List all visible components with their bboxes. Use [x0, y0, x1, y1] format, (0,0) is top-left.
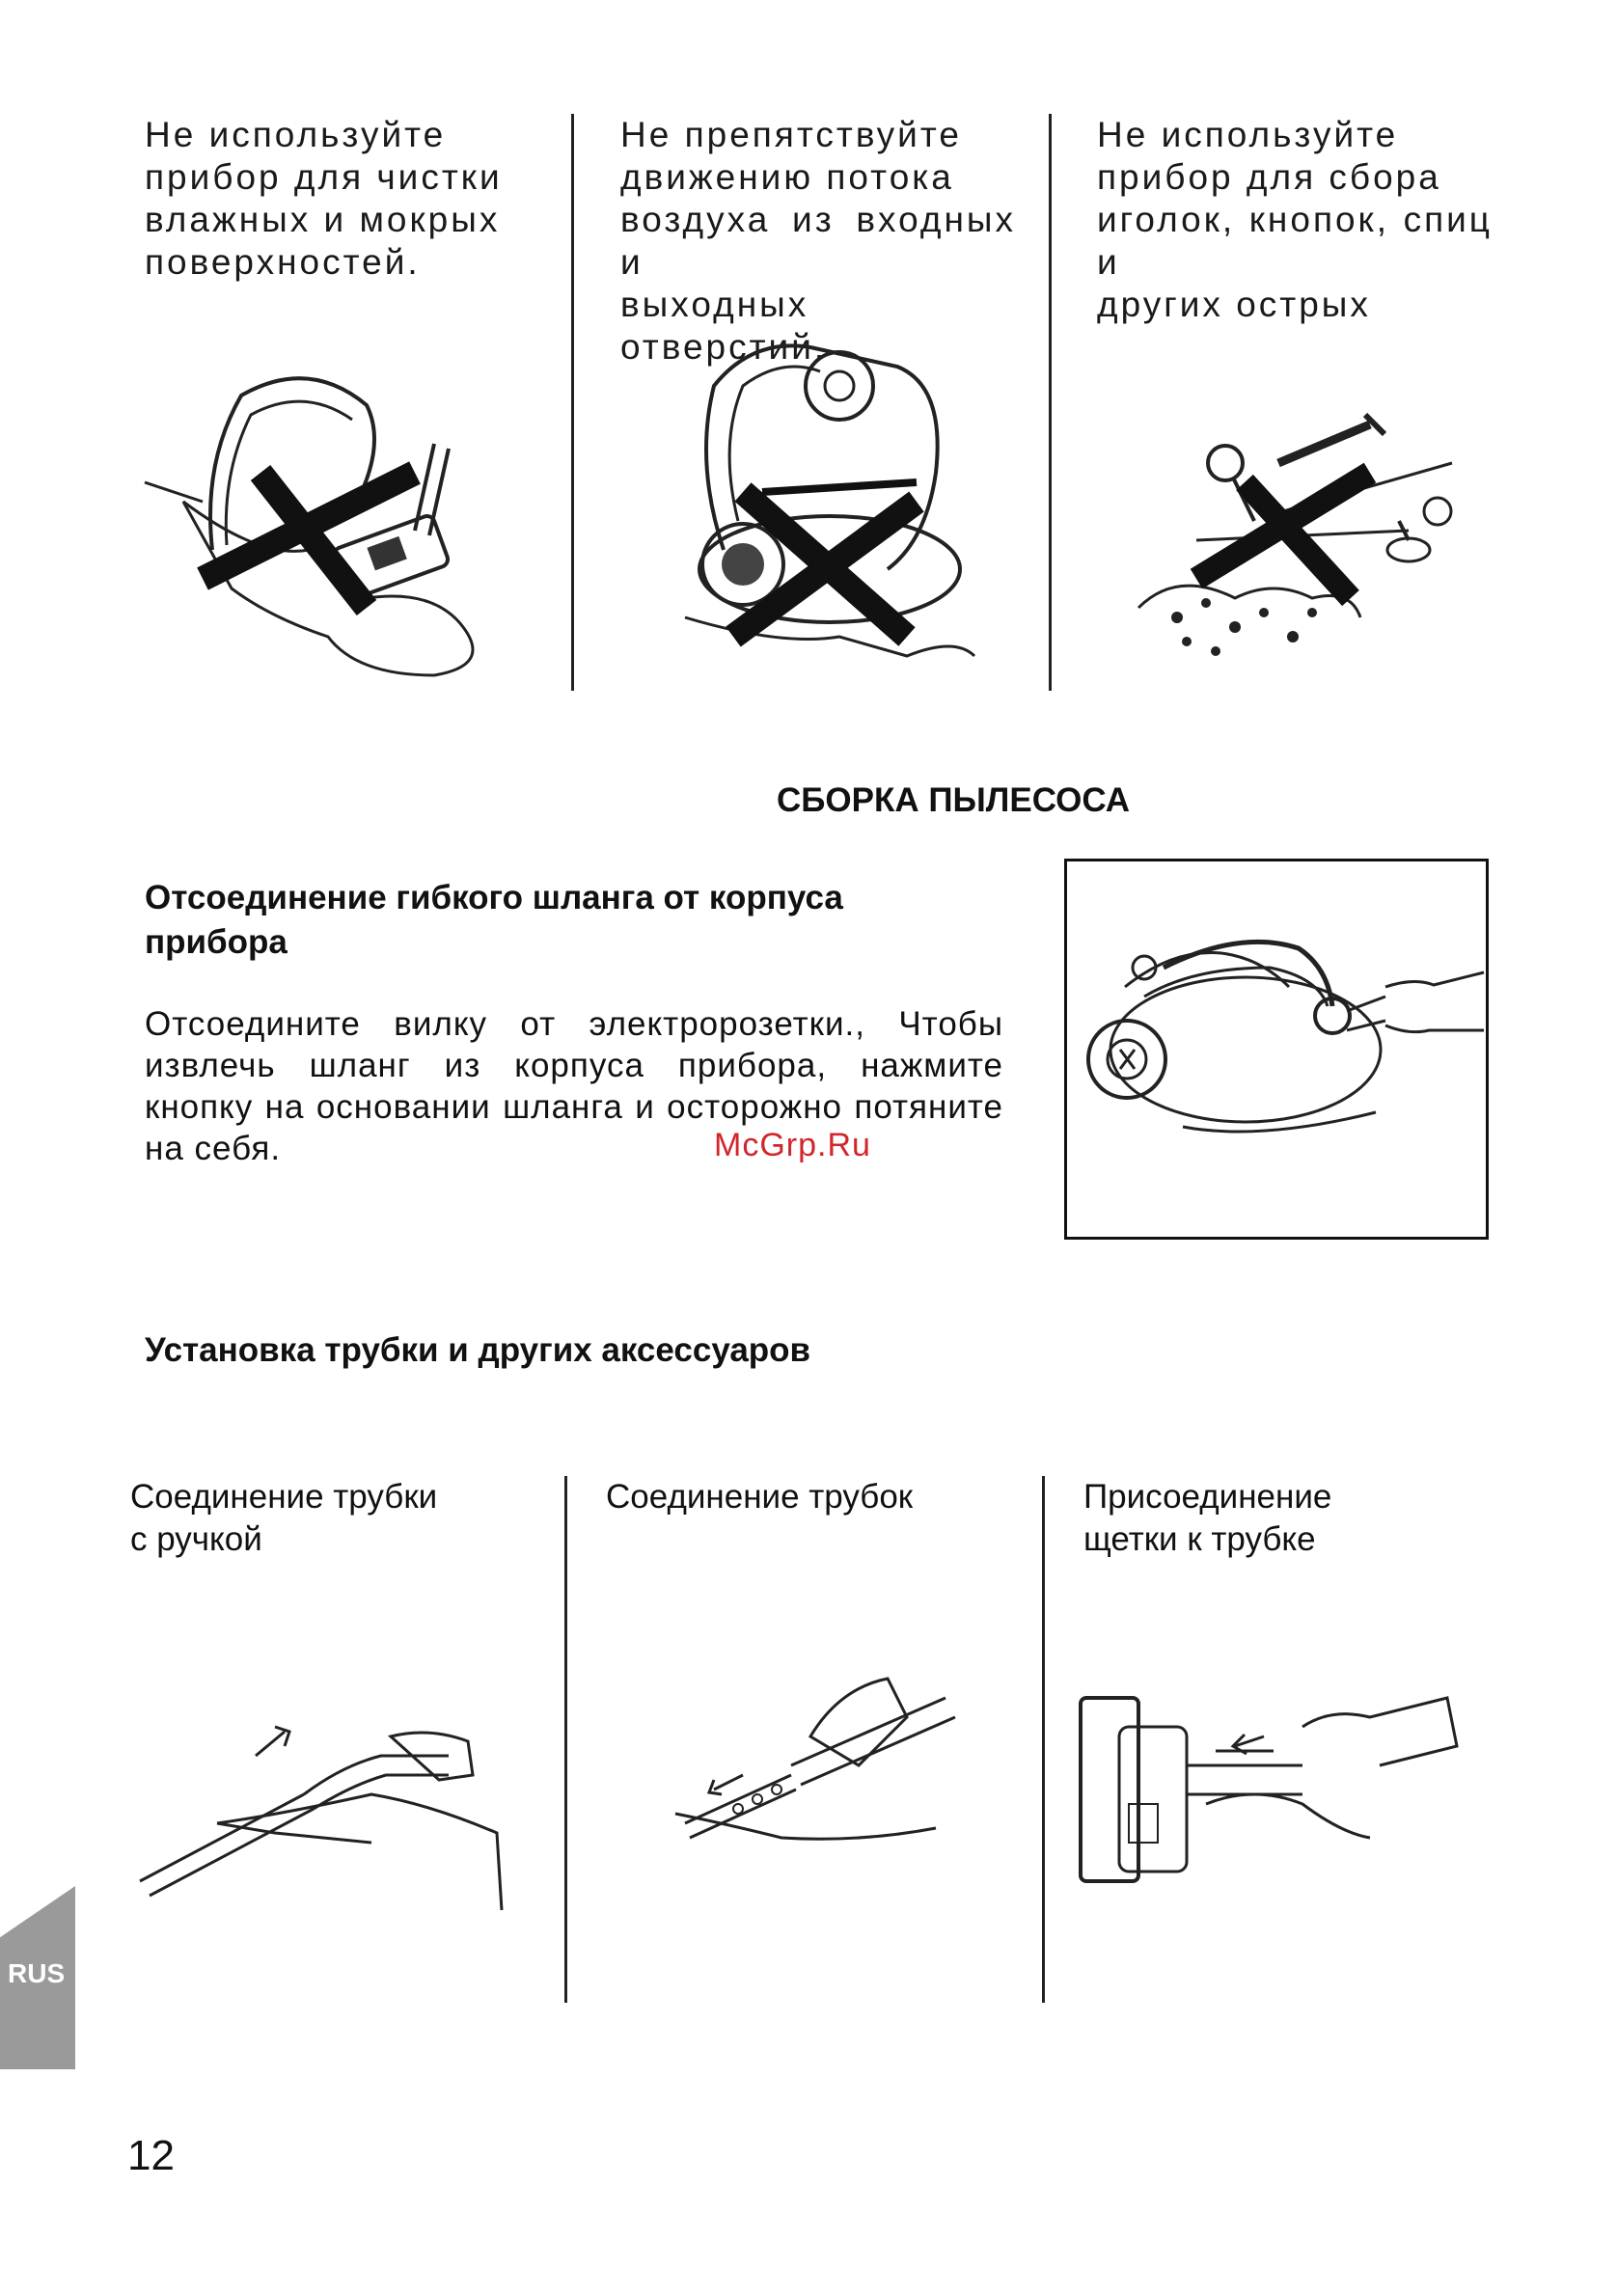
column-divider: [571, 114, 574, 691]
column-divider: [564, 1476, 567, 2003]
hose-detach-illustration: [1067, 861, 1486, 1237]
section-title: СБОРКА ПЫЛЕСОСА: [777, 781, 1130, 819]
step-tubes-title: Соединение трубок: [606, 1478, 914, 1516]
tubes-join-illustration: [666, 1630, 955, 1881]
warning-sharp-objects-text: Не используйте прибор для сбора иголок, кнопок, спиц и других острых: [1097, 115, 1493, 324]
hose-detach-illustration-frame: [1064, 859, 1489, 1240]
step-brush-title: Присоединение щетки к трубке: [1083, 1478, 1332, 1558]
wet-floor-vacuum-illustration: [145, 357, 531, 675]
step-tube-handle-title: Соединение трубки с ручкой: [130, 1478, 438, 1558]
sharp-objects-illustration: [1119, 405, 1466, 666]
page-number: 12: [127, 2132, 175, 2179]
language-tab-label: RUS: [8, 1958, 66, 1988]
column-divider: [1042, 1476, 1045, 2003]
column-divider: [1049, 114, 1052, 691]
brush-attach-illustration: [1081, 1669, 1466, 1920]
warning-wet-surfaces-text: Не используйте прибор для чистки влажных и мокрых поверхностей.: [145, 115, 503, 282]
hose-detach-heading: Отсоединение гибкого шланга от корпуса прибора: [145, 879, 843, 961]
accessories-heading: Установка трубки и других аксессуаров: [145, 1331, 811, 1369]
blocked-airflow-illustration: [666, 328, 984, 675]
warning-airflow-text: Не препятствуйте движению потока воздуха из входных и выходных отверстий.: [620, 115, 1016, 367]
hose-detach-instructions: Отсоедините вилку от электророзетки., Чтобы извлечь шланг из корпуса прибора, нажмите кнопку на основании шланга и осторожно потяните на себя.: [145, 1005, 1003, 1167]
tube-handle-illustration: [140, 1688, 526, 1910]
watermark: McGrp.Ru: [714, 1127, 871, 1163]
